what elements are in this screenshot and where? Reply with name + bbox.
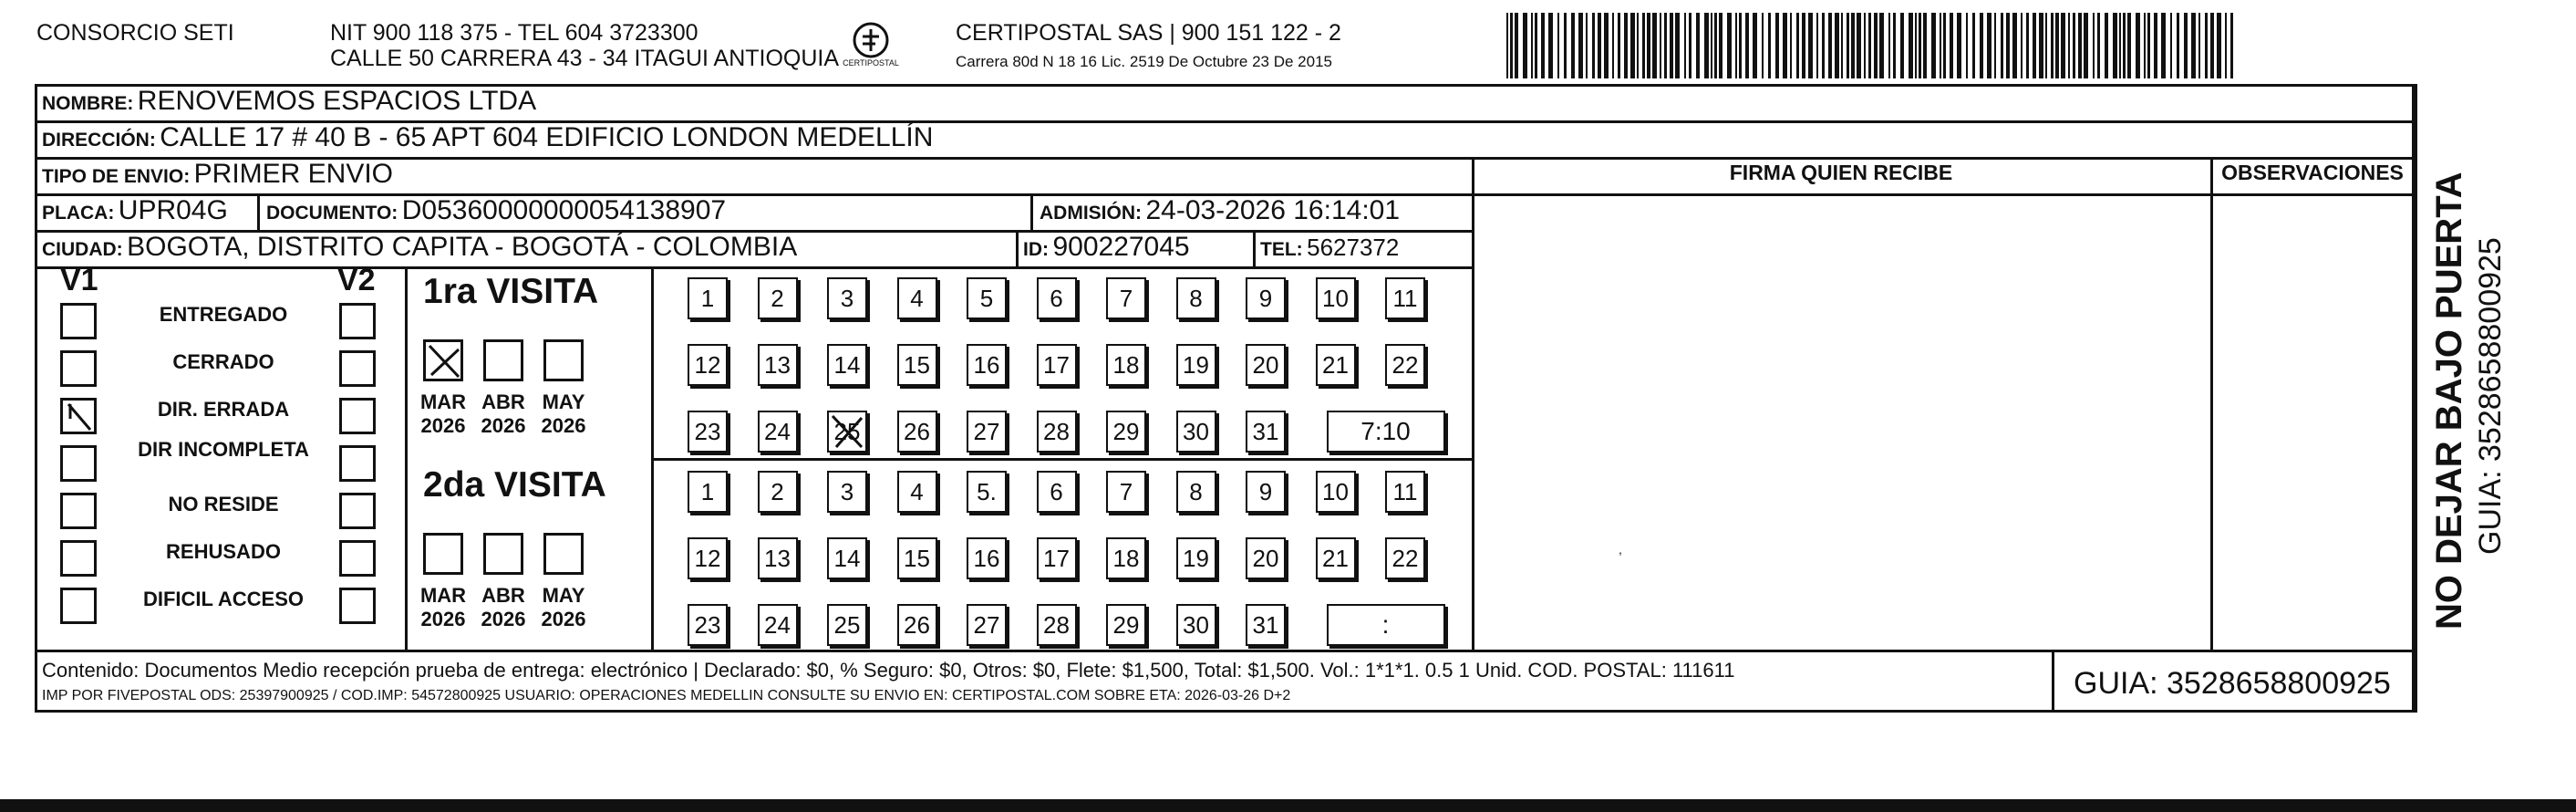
barcode-bar	[1675, 13, 1680, 78]
barcode-bar	[1652, 13, 1657, 78]
visit1-day-3[interactable]: 3	[827, 277, 867, 319]
barcode-bar	[1864, 13, 1866, 78]
tipo-value: PRIMER ENVIO	[193, 159, 394, 189]
visit2-day-5[interactable]: 5.	[967, 471, 1007, 513]
barcode-bar	[1909, 13, 1913, 78]
v1-checkbox-dir-errada[interactable]	[60, 398, 97, 434]
barcode-bar	[1557, 13, 1559, 78]
barcode-bar	[1893, 13, 1896, 78]
contenido-text: Contenido: Documentos Medio recepción prueba de entrega: electrónico | Declarado: $0, % Seguro: $0, Otros: $0, Flete: $1,500, Total: $1,500. Vol.: 1*1*1. 0.5 1 Unid. COD. POSTAL: 111611	[42, 659, 1735, 682]
v2-checkbox-cerrado[interactable]	[339, 350, 376, 387]
visit2-month-label-mar: MAR 2026	[419, 584, 467, 630]
visit1-day-6[interactable]: 6	[1037, 277, 1077, 319]
visit2-day-24[interactable]: 24	[758, 604, 798, 646]
barcode-bar	[1604, 13, 1609, 78]
barcode-bar	[1618, 13, 1620, 78]
barcode-bar	[1868, 13, 1871, 78]
visit2-day-1[interactable]: 1	[688, 471, 728, 513]
barcode-bar	[1689, 13, 1691, 78]
barcode-bar	[1828, 13, 1832, 78]
barcode-bar	[1900, 13, 1904, 78]
barcode-bar	[1696, 13, 1700, 78]
barcode-bar	[1879, 13, 1884, 78]
v1-checkbox-dificil-acceso[interactable]	[60, 588, 97, 624]
barcode-bar	[2177, 13, 2179, 78]
visit2-day-20[interactable]: 20	[1246, 537, 1286, 579]
barcode-bar	[1684, 13, 1686, 78]
barcode-bar	[1923, 13, 1927, 78]
visit1-day-25[interactable]: 25	[827, 411, 867, 453]
barcode-bar	[1802, 13, 1805, 78]
visit1-day-31[interactable]: 31	[1246, 411, 1286, 453]
barcode-bar	[1578, 13, 1583, 78]
visit1-day-21[interactable]: 21	[1316, 344, 1356, 386]
status-label-cerrado: CERRADO	[172, 350, 274, 373]
visit2-title: 2da VISITA	[423, 465, 606, 505]
barcode-bar	[1940, 13, 1941, 78]
visit2-day-28[interactable]: 28	[1037, 604, 1077, 646]
v1-checkbox-rehusado[interactable]	[60, 540, 97, 577]
barcode-bar	[1624, 13, 1628, 78]
barcode-bar	[1851, 13, 1855, 78]
barcode-bar	[2205, 13, 2208, 78]
v1-checkbox-cerrado[interactable]	[60, 350, 97, 387]
barcode-bar	[2001, 13, 2003, 78]
visit1-month-label-mar: MAR 2026	[419, 390, 467, 437]
v1-checkbox-dir-incompleta[interactable]	[60, 445, 97, 482]
barcode-bar	[2113, 13, 2117, 78]
barcode-bar	[1739, 13, 1742, 78]
barcode-bar	[2097, 13, 2100, 78]
barcode-bar	[1822, 13, 1825, 78]
visit1-month-label-may: MAY 2026	[541, 390, 586, 437]
visit2-day-2[interactable]: 2	[758, 471, 798, 513]
barcode-bar	[1535, 13, 1537, 78]
barcode-bar	[2191, 13, 2196, 78]
visit1-day-14[interactable]: 14	[827, 344, 867, 386]
visit2-day-11[interactable]: 11	[1385, 471, 1425, 513]
license-line: Carrera 80d N 18 16 Lic. 2519 De Octubre 23 De 2015	[956, 53, 1332, 70]
barcode-bar	[1515, 13, 1518, 78]
barcode-bar	[1506, 13, 1508, 78]
signature-area[interactable]: ,	[1619, 542, 1622, 557]
visit2-day-15[interactable]: 15	[897, 537, 937, 579]
status-label-entregado: ENTREGADO	[159, 303, 288, 326]
visit2-day-3[interactable]: 3	[827, 471, 867, 513]
barcode-bar	[1711, 13, 1712, 78]
documento-label: DOCUMENTO:	[266, 203, 398, 224]
nit-line: NIT 900 118 375 - TEL 604 3723300	[330, 20, 698, 46]
nombre-label: NOMBRE:	[42, 93, 134, 114]
logo-text: CERTIPOSTAL	[843, 58, 899, 68]
ciudad-cell	[42, 232, 797, 267]
barcode-bar	[2021, 13, 2023, 78]
barcode-bar	[2154, 13, 2157, 78]
id-value: 900227045	[1052, 232, 1190, 262]
visit2-day-21[interactable]: 21	[1316, 537, 1356, 579]
visit2-month-box-abr[interactable]	[483, 533, 523, 575]
status-label-no-reside: NO RESIDE	[168, 493, 279, 515]
barcode-bar	[1980, 13, 1983, 78]
barcode-bar	[2210, 13, 2214, 78]
observaciones-label: OBSERVACIONES	[2221, 161, 2404, 184]
barcode-bar	[1612, 13, 1614, 78]
placa-label: PLACA:	[42, 203, 115, 224]
tel-cell	[1260, 232, 1399, 267]
barcode-bar	[1735, 13, 1737, 78]
visit1-month-box-mar[interactable]	[423, 339, 463, 381]
visit2-day-16[interactable]: 16	[967, 537, 1007, 579]
visit1-day-19[interactable]: 19	[1176, 344, 1216, 386]
visit2-day-17[interactable]: 17	[1037, 537, 1077, 579]
barcode-bar	[1857, 13, 1861, 78]
barcode-bar	[1637, 13, 1639, 78]
visit2-month-box-mar[interactable]	[423, 533, 463, 575]
visit2-day-30[interactable]: 30	[1176, 604, 1216, 646]
id-label: ID:	[1023, 239, 1049, 260]
visit1-day-16[interactable]: 16	[967, 344, 1007, 386]
visit2-day-29[interactable]: 29	[1106, 604, 1146, 646]
barcode-bar	[2045, 13, 2047, 78]
barcode-bar	[1647, 13, 1650, 78]
barcode-bar	[2033, 13, 2036, 78]
bottom-edge	[0, 799, 2576, 812]
barcode-bar	[2084, 13, 2088, 78]
barcode-bar	[1841, 13, 1843, 78]
admision-cell	[1040, 195, 1400, 231]
observaciones-area[interactable]	[2213, 196, 2412, 647]
barcode-bar	[2225, 13, 2227, 78]
certipostal-line: CERTIPOSTAL SAS | 900 151 122 - 2	[956, 20, 1341, 46]
v2-checkbox-rehusado[interactable]	[339, 540, 376, 577]
barcode-bar	[1704, 13, 1709, 78]
barcode-bar	[1790, 13, 1792, 78]
barcode-bar	[2230, 13, 2233, 78]
barcode-bar	[1564, 13, 1567, 78]
barcode-bar	[2127, 13, 2131, 78]
visit2-day-18[interactable]: 18	[1106, 537, 1146, 579]
barcode-bar	[1586, 13, 1588, 78]
visit2-day-26[interactable]: 26	[897, 604, 937, 646]
barcode-bar	[1541, 13, 1545, 78]
barcode-bar	[2123, 13, 2126, 78]
barcode-bar	[1957, 13, 1961, 78]
visit2-day-9[interactable]: 9	[1246, 471, 1286, 513]
ciudad-value: BOGOTA, DISTRITO CAPITA - BOGOTÁ - COLOMBIA	[127, 232, 798, 262]
admision-label: ADMISIÓN:	[1040, 203, 1142, 224]
v2-checkbox-dificil-acceso[interactable]	[339, 588, 376, 624]
barcode-bar	[1727, 13, 1732, 78]
visit1-day-9[interactable]: 9	[1246, 277, 1286, 319]
barcode-bar	[1745, 13, 1749, 78]
footer-guia: GUIA: 3528658800925	[2074, 666, 2391, 701]
visit1-day-15[interactable]: 15	[897, 344, 937, 386]
barcode-bar	[1768, 13, 1771, 78]
side-warning: NO DEJAR BAJO PUERTA	[2429, 172, 2469, 630]
visit1-day-17[interactable]: 17	[1037, 344, 1077, 386]
visit2-day-22[interactable]: 22	[1385, 537, 1425, 579]
barcode-bar	[2119, 13, 2121, 78]
barcode-bar	[1714, 13, 1717, 78]
barcode-bar	[2184, 13, 2188, 78]
barcode-bar	[2144, 13, 2146, 78]
placa-value: UPR04G	[118, 195, 228, 225]
barcode-bar	[1571, 13, 1575, 78]
status-label-rehusado: REHUSADO	[166, 540, 281, 563]
visit1-day-11[interactable]: 11	[1385, 277, 1425, 319]
barcode-bar	[1919, 13, 1921, 78]
barcode-bar	[1943, 13, 1946, 78]
visit1-day-1[interactable]: 1	[688, 277, 728, 319]
barcode-bar	[1523, 13, 1527, 78]
visit1-day-12[interactable]: 12	[688, 344, 728, 386]
admision-value: 24-03-2026 16:14:01	[1145, 195, 1401, 225]
barcode-bar	[1915, 13, 1917, 78]
v2-checkbox-dir-errada[interactable]	[339, 398, 376, 434]
v1-checkbox-entregado[interactable]	[60, 303, 97, 339]
barcode-bar	[1874, 13, 1878, 78]
visit1-title: 1ra VISITA	[423, 272, 599, 311]
barcode-bar	[1598, 13, 1601, 78]
barcode-bar	[2147, 13, 2150, 78]
barcode-bar	[1888, 13, 1890, 78]
visit1-day-23[interactable]: 23	[688, 411, 728, 453]
barcode-bar	[1670, 13, 1673, 78]
visit1-day-10[interactable]: 10	[1316, 277, 1356, 319]
direccion-row	[42, 122, 933, 158]
visit1-day-30[interactable]: 30	[1176, 411, 1216, 453]
visit1-month-label-abr: ABR 2026	[481, 390, 526, 437]
visit1-day-8[interactable]: 8	[1176, 277, 1216, 319]
barcode-bar	[2217, 13, 2221, 78]
visit2-day-23[interactable]: 23	[688, 604, 728, 646]
barcode-bar	[1664, 13, 1667, 78]
visit2-day-8[interactable]: 8	[1176, 471, 1216, 513]
documento-cell	[266, 195, 726, 231]
visit2-day-4[interactable]: 4	[897, 471, 937, 513]
visit1-day-24[interactable]: 24	[758, 411, 798, 453]
nombre-value: RENOVEMOS ESPACIOS LTDA	[137, 86, 537, 116]
barcode-bar	[2055, 13, 2059, 78]
tipo-label: TIPO DE ENVIO:	[42, 166, 191, 187]
barcode-bar	[1775, 13, 1779, 78]
barcode-bar	[2061, 13, 2065, 78]
side-guia: GUIA: 3528658800925	[2473, 237, 2508, 555]
visit1-time-field[interactable]: 7:10	[1327, 411, 1445, 453]
v1-checkbox-no-reside[interactable]	[60, 493, 97, 529]
barcode-bar	[1642, 13, 1645, 78]
visit2-day-7[interactable]: 7	[1106, 471, 1146, 513]
barcode-bar	[2068, 13, 2070, 78]
barcode-bar	[2051, 13, 2054, 78]
visit2-month-label-may: MAY 2026	[541, 584, 586, 630]
visit1-day-26[interactable]: 26	[897, 411, 937, 453]
barcode-bar	[2039, 13, 2043, 78]
visit1-month-box-may[interactable]	[543, 339, 584, 381]
barcode-bar	[1548, 13, 1553, 78]
visit1-day-28[interactable]: 28	[1037, 411, 1077, 453]
visit2-month-box-may[interactable]	[543, 533, 584, 575]
visit1-day-29[interactable]: 29	[1106, 411, 1146, 453]
v2-checkbox-no-reside[interactable]	[339, 493, 376, 529]
barcode-bar	[2078, 13, 2082, 78]
visit1-day-5[interactable]: 5	[967, 277, 1007, 319]
barcode-bar	[2073, 13, 2075, 78]
barcode-bar	[2161, 13, 2166, 78]
tel-label: TEL:	[1260, 239, 1303, 260]
v2-label: V2	[337, 263, 376, 297]
status-label-dificil-acceso: DIFICIL ACCESO	[142, 588, 304, 610]
status-label-dir-errada: DIR. ERRADA	[157, 398, 290, 421]
tel-value: 5627372	[1307, 234, 1400, 261]
certipostal-logo	[835, 16, 906, 77]
visit2-day-27[interactable]: 27	[967, 604, 1007, 646]
id-cell	[1023, 232, 1190, 267]
visit1-day-18[interactable]: 18	[1106, 344, 1146, 386]
firma-label: FIRMA QUIEN RECIBE	[1729, 161, 1953, 184]
visit2-day-13[interactable]: 13	[758, 537, 798, 579]
documento-value: D05360000000054138907	[401, 195, 727, 225]
visit1-month-box-abr[interactable]	[483, 339, 523, 381]
visit1-day-20[interactable]: 20	[1246, 344, 1286, 386]
visit1-day-7[interactable]: 7	[1106, 277, 1146, 319]
barcode-bar	[2093, 13, 2095, 78]
barcode-bar	[2012, 13, 2017, 78]
barcode-bar	[1950, 13, 1953, 78]
barcode-bar	[1994, 13, 1996, 78]
barcode-bar	[1835, 13, 1839, 78]
barcode-bar	[1592, 13, 1595, 78]
barcode-bar	[2006, 13, 2010, 78]
nombre-row	[42, 86, 536, 121]
visit1-day-2[interactable]: 2	[758, 277, 798, 319]
direccion-value: CALLE 17 # 40 B - 65 APT 604 EDIFICIO LONDON MEDELLÍN	[160, 122, 934, 152]
v2-checkbox-dir-incompleta[interactable]	[339, 445, 376, 482]
barcode-bar	[2198, 13, 2200, 78]
ciudad-label: CIUDAD:	[42, 239, 123, 260]
visit2-day-12[interactable]: 12	[688, 537, 728, 579]
barcode-bar	[1808, 13, 1813, 78]
visit2-day-14[interactable]: 14	[827, 537, 867, 579]
barcode	[1506, 13, 2236, 78]
direccion-label: DIRECCIÓN:	[42, 130, 156, 151]
barcode-bar	[1796, 13, 1799, 78]
barcode-bar	[1972, 13, 1975, 78]
barcode-bar	[1816, 13, 1818, 78]
barcode-bar	[1630, 13, 1635, 78]
company-name: CONSORCIO SETI	[36, 20, 234, 46]
visit1-day-4[interactable]: 4	[897, 277, 937, 319]
barcode-bar	[1531, 13, 1533, 78]
visit1-day-13[interactable]: 13	[758, 344, 798, 386]
barcode-bar	[1987, 13, 1991, 78]
v1-label: V1	[60, 263, 98, 297]
visit2-month-label-abr: ABR 2026	[481, 584, 526, 630]
placa-cell	[42, 195, 228, 231]
address-line: CALLE 50 CARRERA 43 - 34 ITAGUI ANTIOQUIA	[330, 46, 840, 71]
barcode-bar	[1510, 13, 1513, 78]
v2-checkbox-entregado[interactable]	[339, 303, 376, 339]
barcode-bar	[1660, 13, 1661, 78]
status-label-dir-incompleta: DIR INCOMPLETA	[138, 438, 309, 461]
barcode-bar	[1966, 13, 1968, 78]
barcode-bar	[2026, 13, 2029, 78]
tipo-row	[42, 159, 393, 194]
visit2-day-31[interactable]: 31	[1246, 604, 1286, 646]
visit2-time-field[interactable]: :	[1327, 604, 1445, 646]
visit2-day-6[interactable]: 6	[1037, 471, 1077, 513]
imp-text: IMP POR FIVEPOSTAL ODS: 25397900925 / COD.IMP: 54572800925 USUARIO: OPERACIONES MEDELLIN CONSULTE SU ENVIO EN: CERTIPOSTAL.COM SOBRE ETA: 2026-03-26 D+2	[42, 688, 1291, 703]
barcode-bar	[1762, 13, 1764, 78]
visit1-day-22[interactable]: 22	[1385, 344, 1425, 386]
barcode-bar	[2170, 13, 2172, 78]
barcode-bar	[1719, 13, 1723, 78]
barcode-bar	[1931, 13, 1936, 78]
visit2-day-19[interactable]: 19	[1176, 537, 1216, 579]
visit2-day-25[interactable]: 25	[827, 604, 867, 646]
barcode-bar	[1753, 13, 1757, 78]
barcode-bar	[2105, 13, 2108, 78]
barcode-bar	[1847, 13, 1849, 78]
barcode-bar	[1783, 13, 1787, 78]
visit1-day-27[interactable]: 27	[967, 411, 1007, 453]
visit2-day-10[interactable]: 10	[1316, 471, 1356, 513]
barcode-bar	[2136, 13, 2140, 78]
